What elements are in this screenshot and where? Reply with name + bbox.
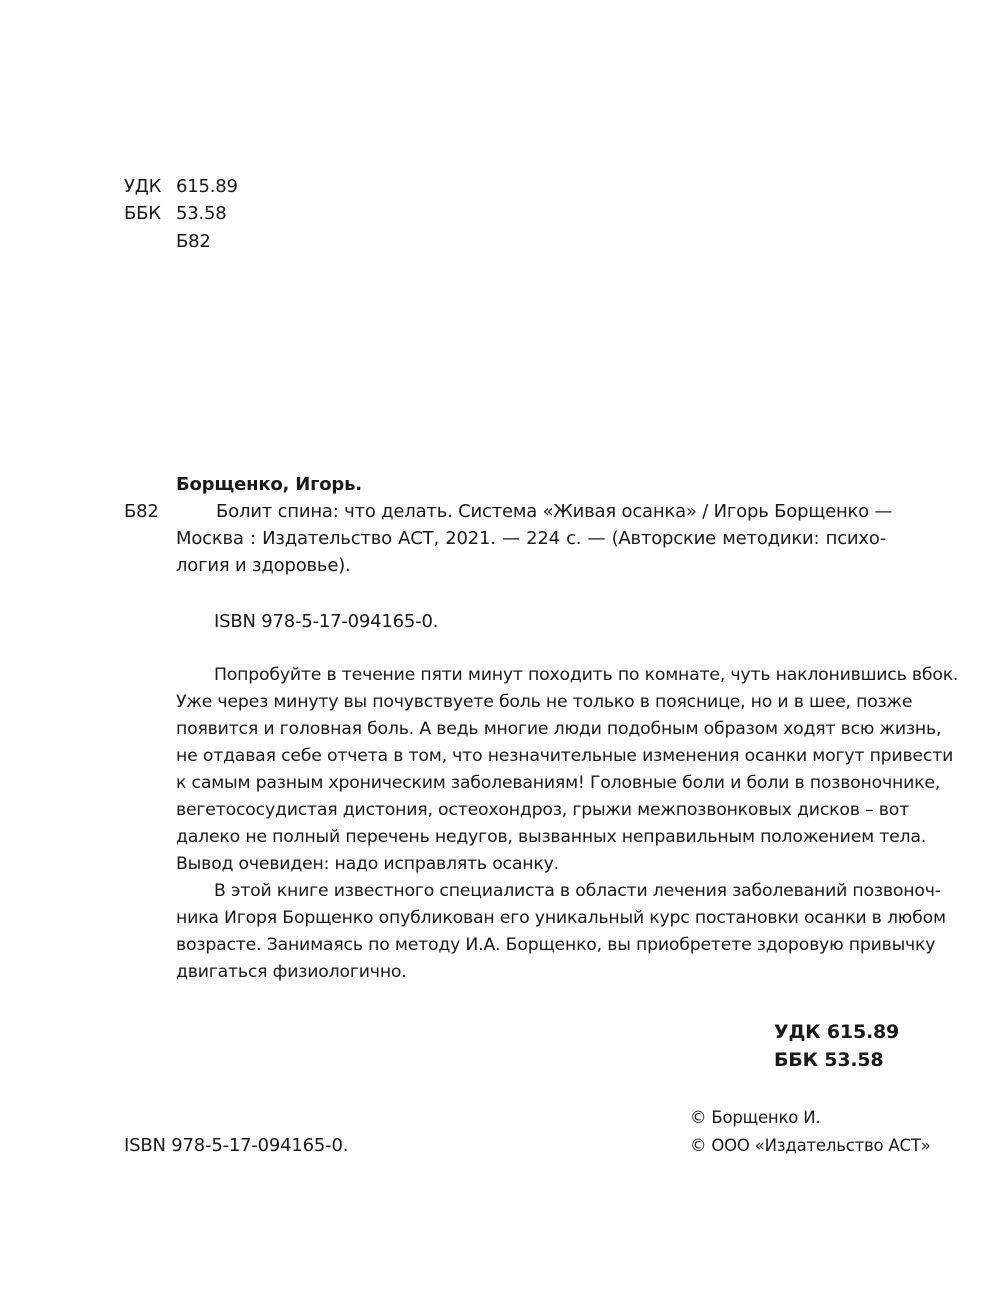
abstract-line: Уже через минуту вы почувствуете боль не только в пояснице, но и в шее, позже bbox=[176, 692, 913, 712]
footer-udk: УДК 615.89 bbox=[774, 1021, 900, 1043]
abstract-line: вегетососудистая дистония, остеохондроз, грыжи межпозвонковых дисков – вот bbox=[176, 800, 909, 820]
abstract-line: Попробуйте в течение пяти минут походить по комнате, чуть наклонившись вбок. bbox=[214, 665, 959, 685]
abstract-line: двигаться физиологично. bbox=[176, 962, 407, 982]
abstract-line: появится и головная боль. А ведь многие люди подобным образом ходят всю жизнь, bbox=[176, 719, 942, 739]
udk-label: УДК bbox=[124, 176, 162, 197]
abstract-line: возрасте. Занимаясь по методу И.А. Борщенко, вы приобретете здоровую привычку bbox=[176, 935, 936, 955]
abstract-line: к самым разным хроническим заболеваниям! Головные боли и боли в позвоночнике, bbox=[176, 773, 941, 793]
description-line: Болит спина: что делать. Система «Живая осанка» / Игорь Борщенко — bbox=[216, 501, 893, 522]
bbk-label: ББК bbox=[124, 203, 161, 224]
abstract-line: В этой книге известного специалиста в области лечения заболеваний позвоноч- bbox=[214, 881, 941, 901]
abstract-text bbox=[176, 662, 959, 986]
catalog-author-code: Б82 bbox=[124, 501, 159, 522]
copyright-author: © Борщенко И. bbox=[690, 1108, 821, 1127]
abstract-line: далеко не полный перечень недугов, вызванных неправильным положением тела. bbox=[176, 827, 927, 847]
bibliographic-description bbox=[176, 498, 893, 579]
bbk-value: 53.58 bbox=[176, 203, 227, 224]
author-heading: Борщенко, Игорь. bbox=[176, 474, 362, 495]
description-line: Москва : Издательство АСТ, 2021. — 224 с. — (Авторские методики: психо- bbox=[176, 528, 886, 549]
copyright-publisher: © ООО «Издательство АСТ» bbox=[690, 1136, 931, 1155]
author-code-value: Б82 bbox=[176, 231, 211, 252]
abstract-line: не отдавая себе отчета в том, что незначительные изменения осанки могут привести bbox=[176, 746, 954, 766]
footer-bbk: ББК 53.58 bbox=[774, 1049, 884, 1071]
abstract-line: Вывод очевиден: надо исправлять осанку. bbox=[176, 854, 559, 874]
catalog-isbn: ISBN 978-5-17-094165-0. bbox=[214, 611, 439, 632]
footer-isbn: ISBN 978-5-17-094165-0. bbox=[124, 1135, 349, 1156]
abstract-line: ника Игоря Борщенко опубликован его уникальный курс постановки осанки в любом bbox=[176, 908, 946, 928]
description-line: логия и здоровье). bbox=[176, 555, 351, 576]
udk-value: 615.89 bbox=[176, 176, 238, 197]
